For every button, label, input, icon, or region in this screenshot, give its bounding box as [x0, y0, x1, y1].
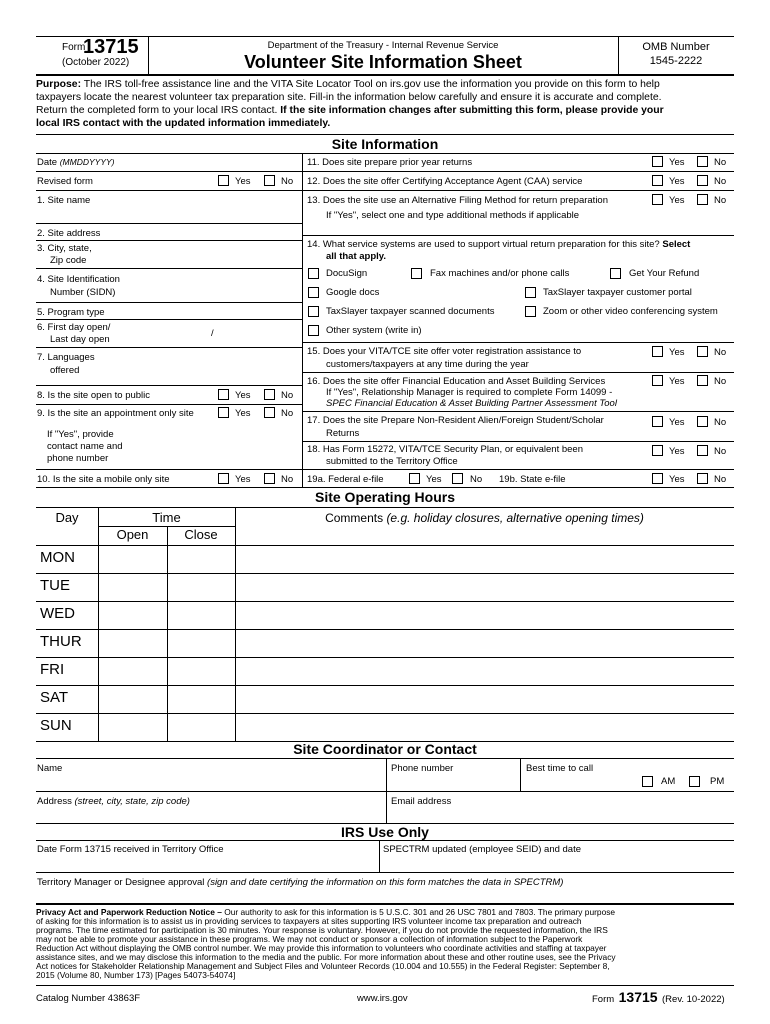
yes-label: Yes [669, 157, 685, 168]
footer-form-label: Form [592, 994, 615, 1005]
rule [36, 190, 302, 191]
q9-contact-hint-3: phone number [47, 453, 109, 464]
contact-address-label [37, 796, 190, 807]
privacy-line-5: Reduction Act without displaying the OMB control number. We may provide this information to volunteers who coordinate activities and staffing at taxpayer [36, 943, 607, 953]
comments-column-header [235, 511, 734, 525]
header-bottom-rule [36, 74, 734, 76]
rule [36, 469, 302, 470]
q16-label-2: If "Yes", Relationship Manager is required to complete Form 14099 - [326, 387, 613, 398]
yes-label: Yes [669, 474, 685, 485]
day-row-sat: SAT [40, 689, 69, 706]
no-label: No [470, 474, 483, 485]
no-label: No [714, 176, 727, 187]
yes-label: Yes [235, 390, 251, 401]
q8-label: 8. Is the site open to public [37, 390, 151, 401]
q9-no-checkbox[interactable] [264, 407, 275, 418]
q9-contact-hint-1: If "Yes", provide [47, 429, 114, 440]
zoom-checkbox[interactable] [525, 306, 536, 317]
purpose-label: Purpose: [36, 79, 82, 90]
rule [36, 171, 302, 172]
rule [36, 840, 734, 841]
department-name: Department of the Treasury - Internal Revenue Service [267, 40, 499, 51]
no-label: No [714, 347, 727, 358]
yes-label: Yes [669, 195, 685, 206]
spectrm-label: SPECTRM updated (employee SEID) and date [383, 844, 582, 855]
yes-label: Yes [235, 176, 251, 187]
rule [36, 758, 734, 759]
day-column-header: Day [55, 510, 79, 525]
date-hint: (MMDDYYYY) [59, 157, 115, 167]
q9-contact-hint-2: contact name and [47, 441, 123, 452]
q8-no-checkbox[interactable] [264, 389, 275, 400]
yes-label: Yes [669, 176, 685, 187]
get-your-refund-checkbox[interactable] [610, 268, 621, 279]
yes-label: Yes [235, 408, 251, 419]
q15-no-checkbox[interactable] [697, 346, 708, 357]
q10-no-checkbox[interactable] [264, 473, 275, 484]
no-label: No [714, 417, 727, 428]
rule [167, 526, 168, 741]
footer-rev: (Rev. 10-2022) [662, 994, 725, 1005]
q19b-yes-checkbox[interactable] [652, 473, 663, 484]
best-time-label: Best time to call [526, 763, 594, 774]
yes-label: Yes [669, 446, 685, 457]
purpose-line-1 [36, 79, 660, 91]
time-column-header: Time [152, 510, 181, 525]
site-info-column-divider [302, 153, 303, 487]
privacy-line-2: of asking for this information is to assist us in providing services to taxpayers at sites supporting IRS volunteer income tax preparation and outreach [36, 916, 582, 926]
rule [302, 190, 734, 191]
contact-phone-label: Phone number [391, 763, 454, 774]
omb-number: 1545-2222 [649, 55, 703, 67]
rule [36, 573, 734, 574]
coordinator-heading: Site Coordinator or Contact [293, 741, 477, 757]
approval-text: Territory Manager or Designee approval [37, 877, 205, 888]
zoom-label: Zoom or other video conferencing system [543, 306, 718, 317]
q12-no-checkbox[interactable] [697, 175, 708, 186]
rule [36, 302, 302, 303]
pm-label: PM [710, 776, 725, 787]
footer-form-id [592, 989, 725, 1007]
first-day-label: 6. First day open/ [37, 322, 111, 333]
q15-label-1: 15. Does your VITA/TCE site offer voter registration assistance to [307, 346, 582, 357]
website-link[interactable]: www.irs.gov [357, 993, 408, 1004]
catalog-number: Catalog Number 43863F [36, 993, 141, 1004]
rule [36, 791, 734, 792]
rule [520, 758, 521, 791]
irs-use-heading: IRS Use Only [341, 824, 429, 840]
no-label: No [714, 157, 727, 168]
rule [36, 134, 734, 135]
contact-name-label: Name [37, 763, 63, 774]
city-state-label: 3. City, state, [37, 243, 92, 254]
other-system-label: Other system (write in) [326, 325, 422, 336]
q18-yes-checkbox[interactable] [652, 445, 663, 456]
no-label: No [714, 474, 727, 485]
rule [36, 685, 734, 686]
purpose-text-3: Return the completed form to your local IRS contact. [36, 105, 281, 116]
rule [98, 507, 99, 741]
header-top-rule [36, 36, 734, 37]
q16-label-3: SPEC Financial Education & Asset Building Partner Assessment Tool [326, 398, 617, 409]
rule [302, 372, 734, 373]
rule [36, 240, 302, 241]
date-separator: / [211, 328, 214, 339]
q10-label: 10. Is the site a mobile only site [37, 474, 170, 485]
purpose-text-1: The IRS toll-free assistance line and the VITA Site Locator Tool on irs.gov use the information you provide on this form to help [81, 79, 660, 90]
site-address-label: 2. Site address [37, 228, 101, 239]
no-label: No [714, 446, 727, 457]
rule [36, 872, 734, 873]
fax-checkbox[interactable] [411, 268, 422, 279]
program-type-label: 5. Program type [37, 307, 105, 318]
day-row-sun: SUN [40, 717, 72, 734]
sidn-label-1: 4. Site Identification [37, 274, 120, 285]
day-row-mon: MON [40, 549, 75, 566]
q19a-yes-checkbox[interactable] [409, 473, 420, 484]
fax-label: Fax machines and/or phone calls [430, 268, 570, 279]
rule [36, 545, 734, 546]
revised-yes-checkbox[interactable] [218, 175, 229, 186]
q19a-label: 19a. Federal e-file [307, 474, 384, 485]
site-info-heading: Site Information [331, 136, 439, 152]
q13-yes-checkbox[interactable] [652, 194, 663, 205]
rule [36, 487, 734, 488]
q12-yes-checkbox[interactable] [652, 175, 663, 186]
no-label: No [714, 376, 727, 387]
privacy-line-3: programs. The time estimated for participation is 30 minutes. Your response is voluntary. However, if you do not provide the requested information, the IRS [36, 925, 608, 935]
q14-text: 14. What service systems are used to support virtual return preparation for this site? [307, 239, 660, 250]
rule [379, 840, 380, 872]
q15-yes-checkbox[interactable] [652, 346, 663, 357]
purpose-line-2: taxpayers locate the nearest volunteer tax preparation site. Fill-in the information below carefully and ensure it is accurate and complete. [36, 92, 662, 103]
q18-no-checkbox[interactable] [697, 445, 708, 456]
rule [36, 404, 302, 405]
get-your-refund-label: Get Your Refund [629, 268, 700, 279]
no-label: No [714, 195, 727, 206]
purpose-bold-3: If the site information changes after submitting this form, please provide your [280, 105, 664, 116]
taxslayer-scanned-checkbox[interactable] [308, 306, 319, 317]
rule [302, 469, 734, 470]
operating-hours-heading: Site Operating Hours [314, 489, 456, 505]
rule [36, 347, 302, 348]
q19b-no-checkbox[interactable] [697, 473, 708, 484]
rule [36, 601, 734, 602]
privacy-label: Privacy Act and Paperwork Reduction Notice – [36, 907, 225, 917]
rule [36, 629, 734, 630]
date-received-label: Date Form 13715 received in Territory Office [37, 844, 224, 855]
approval-label [37, 877, 563, 888]
day-row-thur: THUR [40, 633, 82, 650]
rule [302, 235, 734, 236]
form-date: (October 2022) [62, 57, 130, 68]
rule [36, 385, 302, 386]
privacy-line-4: may not be able to promote your assistance in these programs. We may not conduct or sponsor a collection of information subject to the Paperwork [36, 934, 583, 944]
am-checkbox[interactable] [642, 776, 653, 787]
taxslayer-scanned-label: TaxSlayer taxpayer scanned documents [326, 306, 495, 317]
q14-label [307, 239, 690, 250]
q11-label: 11. Does site prepare prior year returns [307, 157, 473, 168]
rule [36, 713, 734, 714]
revised-no-checkbox[interactable] [264, 175, 275, 186]
google-docs-checkbox[interactable] [308, 287, 319, 298]
form-label: Form [62, 42, 86, 53]
q18-label-2: submitted to the Territory Office [326, 456, 458, 467]
q18-label-1: 18. Has Form 15272, VITA/TCE Security Plan, or equivalent been [307, 444, 583, 455]
am-label: AM [661, 776, 676, 787]
q13-hint: If "Yes", select one and type additional methods if applicable [326, 210, 580, 221]
taxslayer-portal-label: TaxSlayer taxpayer customer portal [543, 287, 692, 298]
zip-code-label: Zip code [50, 255, 87, 266]
last-day-label: Last day open [50, 334, 110, 345]
revised-form-label: Revised form [37, 176, 93, 187]
rule [36, 268, 302, 269]
yes-label: Yes [669, 347, 685, 358]
day-row-wed: WED [40, 605, 75, 622]
day-row-fri: FRI [40, 661, 65, 678]
privacy-line-6: assistance sites, and we may disclose this information to the media and the public. For more information about these and other routine uses, see the Privacy [36, 952, 616, 962]
q14-all-that-apply: all that apply. [326, 251, 387, 262]
rule [36, 985, 734, 986]
close-column-header: Close [184, 527, 218, 542]
approval-hint: (sign and date certifying the information on this form matches the data in SPECTRM) [207, 877, 564, 888]
form-number: 13715 [83, 36, 139, 58]
q17-no-checkbox[interactable] [697, 416, 708, 427]
rule [36, 153, 734, 154]
site-name-label: 1. Site name [37, 195, 91, 206]
no-label: No [281, 390, 294, 401]
q13-no-checkbox[interactable] [697, 194, 708, 205]
q16-yes-checkbox[interactable] [652, 375, 663, 386]
rule [235, 507, 236, 741]
yes-label: Yes [669, 417, 685, 428]
q15-label-2: customers/taxpayers at any time during the year [326, 359, 529, 370]
languages-label: 7. Languages [37, 352, 95, 363]
docusign-label: DocuSign [326, 268, 368, 279]
privacy-line-8: 2015 (Volume 80, Number 173) [Pages 54073-54074] [36, 970, 236, 980]
q17-yes-checkbox[interactable] [652, 416, 663, 427]
privacy-text-1: Our authority to ask for this information is 5 U.S.C. 301 and 26 USC 7801 and 7803. The primary purpose [224, 907, 616, 917]
day-row-tue: TUE [40, 577, 70, 594]
q10-yes-checkbox[interactable] [218, 473, 229, 484]
q14-select: Select [662, 239, 691, 250]
docusign-checkbox[interactable] [308, 268, 319, 279]
contact-email-label: Email address [391, 796, 452, 807]
no-label: No [281, 176, 294, 187]
date-label [37, 157, 115, 168]
open-column-header: Open [116, 527, 149, 542]
rule [302, 441, 734, 442]
yes-label: Yes [235, 474, 251, 485]
q9-yes-checkbox[interactable] [218, 407, 229, 418]
pm-checkbox[interactable] [689, 776, 700, 787]
q17-label-2: Returns [326, 428, 360, 439]
address-label-text: Address [37, 796, 72, 807]
other-system-checkbox[interactable] [308, 325, 319, 336]
page-title: Volunteer Site Information Sheet [244, 52, 522, 72]
q13-label: 13. Does the site use an Alternative Filing Method for return preparation [307, 195, 609, 206]
rule [302, 171, 734, 172]
q16-no-checkbox[interactable] [697, 375, 708, 386]
omb-label: OMB Number [642, 41, 710, 53]
footer-form-number: 13715 [618, 989, 658, 1005]
rule [36, 507, 734, 508]
q9-label: 9. Is the site an appointment only site [37, 408, 194, 419]
address-hint: (street, city, state, zip code) [74, 796, 190, 807]
q11-yes-checkbox[interactable] [652, 156, 663, 167]
purpose-line-3 [36, 105, 664, 117]
rule [36, 657, 734, 658]
taxslayer-portal-checkbox[interactable] [525, 287, 536, 298]
q11-no-checkbox[interactable] [697, 156, 708, 167]
comments-label: Comments [325, 511, 384, 525]
rule [36, 319, 302, 320]
rule [302, 411, 734, 412]
purpose-line-4: local IRS contact with the updated information immediately. [36, 118, 331, 129]
privacy-line-7: Act notices for Stakeholder Relationship Management and Subject Files and Volunteer Records (10.004 and 10.555) in the Federal Register: September 8, [36, 961, 610, 971]
q12-label: 12. Does the site offer Certifying Acceptance Agent (CAA) service [307, 176, 583, 187]
q16-label-1: 16. Does the site offer Financial Education and Asset Building Services [307, 376, 606, 387]
yes-label: Yes [669, 376, 685, 387]
no-label: No [281, 474, 294, 485]
sidn-label-2: Number (SIDN) [50, 287, 116, 298]
q17-label-1: 17. Does the site Prepare Non-Resident Alien/Foreign Student/Scholar [307, 415, 604, 426]
rule [36, 223, 302, 224]
q19b-label: 19b. State e-file [499, 474, 566, 485]
rule [302, 342, 734, 343]
q19a-no-checkbox[interactable] [452, 473, 463, 484]
comments-hint: (e.g. holiday closures, alternative opening times) [386, 511, 644, 525]
no-label: No [281, 408, 294, 419]
yes-label: Yes [426, 474, 442, 485]
offered-label: offered [50, 365, 80, 376]
date-label-text: Date [37, 157, 58, 168]
q8-yes-checkbox[interactable] [218, 389, 229, 400]
google-docs-label: Google docs [326, 287, 380, 298]
rule [36, 903, 734, 905]
